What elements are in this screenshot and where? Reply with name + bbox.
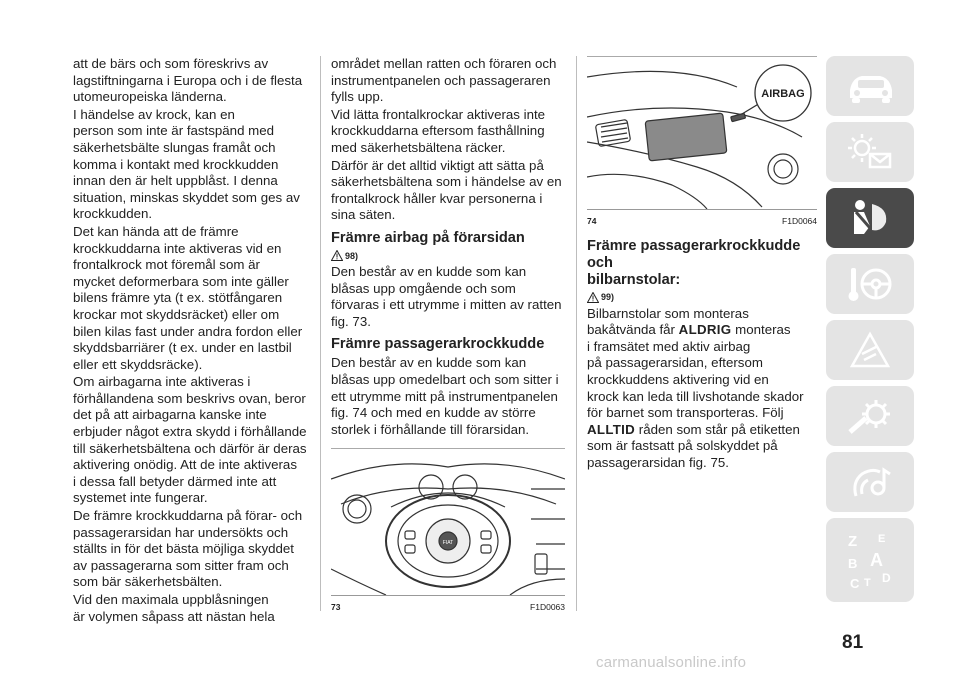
page-number: 81 xyxy=(842,632,864,653)
tab-multimedia[interactable] xyxy=(826,452,914,512)
dashboard-drawing xyxy=(587,57,817,209)
paragraph: Vid lätta frontalkrockar aktiveras inte krockkuddarna eftersom fasthållning med säkerhetsbältena räcker. xyxy=(331,106,546,155)
airbag-label: AIRBAG xyxy=(761,88,805,100)
warning-triangle-car-icon xyxy=(842,328,898,372)
figure-code: F1D0063 xyxy=(530,602,565,613)
index-letter: D xyxy=(882,571,891,585)
index-letter: A xyxy=(870,550,883,570)
text-run: Bilbarnstolar som monteras bakåtvända får xyxy=(587,305,749,338)
section-heading: Främre airbag på förarsidan xyxy=(331,229,525,246)
paragraph: att de bärs och som föreskrivs av lagstiftningarna i Europa och i de flesta utomeuropeiska länderna. xyxy=(73,56,303,105)
paragraph xyxy=(587,306,817,472)
tab-warning-lights[interactable] xyxy=(826,122,914,182)
watermark: carmanualsonline.info xyxy=(596,654,747,671)
paragraph: De främre krockkuddarna på förar- och passagerarsidan har undersökts och ställts in för det bästa möjliga skyddet av passagerarna som sitter fram och som bär säkerhetsbälten. xyxy=(73,508,303,590)
wrench-gear-icon xyxy=(842,394,898,438)
section-heading: Främre passagerarkrockkudde och bilbarnstolar: xyxy=(587,237,801,288)
tab-index[interactable] xyxy=(826,518,914,602)
section-heading: Främre passagerarkrockkudde xyxy=(331,336,545,353)
paragraph: Om airbagarna inte aktiveras i förhållandena som beskrivs ovan, beror det på att airbagarna kanske inte erbjuder något extra skydd i förhållande till säkerhetsbältena och därför är deras aktivering onödig. Att de inte aktiveras i dessa fall betyder därmed inte att systemet inte fungerar. xyxy=(73,374,307,506)
column-divider xyxy=(576,56,577,611)
tab-car-dashboard[interactable] xyxy=(826,56,914,116)
tab-emergency[interactable] xyxy=(826,320,914,380)
tab-starting-driving[interactable] xyxy=(826,254,914,314)
paragraph: Den består av en kudde som kan blåsas upp omedelbart och som sitter i ett utrymme mitt på instrumentpanelen fig. 74 och med en kudde av större storlek i förhållande till förarsidan. xyxy=(331,355,559,437)
multimedia-icon xyxy=(842,460,898,504)
fiat-logo-text: FIAT xyxy=(442,540,454,547)
figure-74 xyxy=(587,56,817,230)
warning-number: 99) xyxy=(601,292,615,303)
paragraph: Därför är det alltid viktigt att sätta på säkerhetsbältena som i händelse av en frontalkrock håller kvar personerna i sina säten. xyxy=(331,157,562,223)
index-letter: T xyxy=(864,577,871,589)
steering-wheel-illustration xyxy=(331,448,565,596)
paragraph: I händelse av krock, kan en person som inte är fastspänd med säkerhetsbälte slungas framåt och komma i kontakt med krockkudden innan den är helt uppblåst. I denna situation, minskas skyddet som ges av krockkudden. xyxy=(73,106,300,222)
tab-maintenance[interactable] xyxy=(826,386,914,446)
index-letter: B xyxy=(848,556,858,571)
index-letter: Z xyxy=(848,533,858,550)
paragraph: Det kan hända att de främre krockkuddarna inte aktiveras vid en frontalkrock mot föremål som är mycket deformerbara som inte gäller bilens främre yta (t ex. stötfångaren krockar mot skyddsräcket) eller om bilen kilas fast under andra fordon eller skyddsbarriärer (t ex. under en lastbil eller ett skyddsräcke). xyxy=(73,223,303,372)
warning-triangle-icon xyxy=(587,292,599,303)
text-column-3 xyxy=(587,56,817,473)
text-run: råden som står på etiketten som är fastsatt på solskyddet på passagerarsidan fig. 75. xyxy=(587,421,800,470)
warning-reference[interactable] xyxy=(331,249,565,263)
warning-triangle-icon xyxy=(331,250,343,261)
emphasis-never: ALDRIG xyxy=(678,322,732,338)
paragraph: området mellan ratten och föraren och instrumentpanelen och passageraren fylls upp. xyxy=(331,56,557,105)
figure-caption xyxy=(331,596,565,616)
paragraph: Den består av en kudde som kan blåsas upp omgående och som förvaras i ett utrymme i mitten av ratten fig. 73. xyxy=(331,263,562,329)
figure-caption xyxy=(587,210,817,230)
figure-number: 73 xyxy=(331,602,341,613)
tab-safety[interactable] xyxy=(826,188,914,248)
figure-code: F1D0064 xyxy=(782,216,817,226)
alphabetical-index-icon xyxy=(842,527,898,593)
index-letter: E xyxy=(878,533,886,545)
dashboard-airbag-illustration xyxy=(587,56,817,210)
column-divider xyxy=(320,56,321,611)
text-run: monteras i framsätet med aktiv airbag på passagerarsidan, eftersom krockkuddens aktivering vid en krock kan leda till livshotande skador för barnet som transporteras. Följ xyxy=(587,322,804,421)
steering-wheel-drawing xyxy=(331,449,565,595)
text-column-2 xyxy=(331,56,565,616)
seat-airbag-safety-icon xyxy=(842,196,898,240)
index-letter: C xyxy=(850,576,860,591)
figure-number: 74 xyxy=(587,216,597,226)
warning-number: 98) xyxy=(345,250,359,261)
text-column-1 xyxy=(73,56,309,626)
paragraph: Vid den maximala uppblåsningen är volymen såpass att nästan hela xyxy=(73,592,275,624)
car-dashboard-icon xyxy=(842,64,898,108)
key-steering-wheel-icon xyxy=(842,262,898,306)
warning-lights-message-icon xyxy=(842,130,898,174)
figure-73 xyxy=(331,448,565,616)
warning-reference[interactable] xyxy=(587,291,817,305)
emphasis-always: ALLTID xyxy=(587,421,636,437)
